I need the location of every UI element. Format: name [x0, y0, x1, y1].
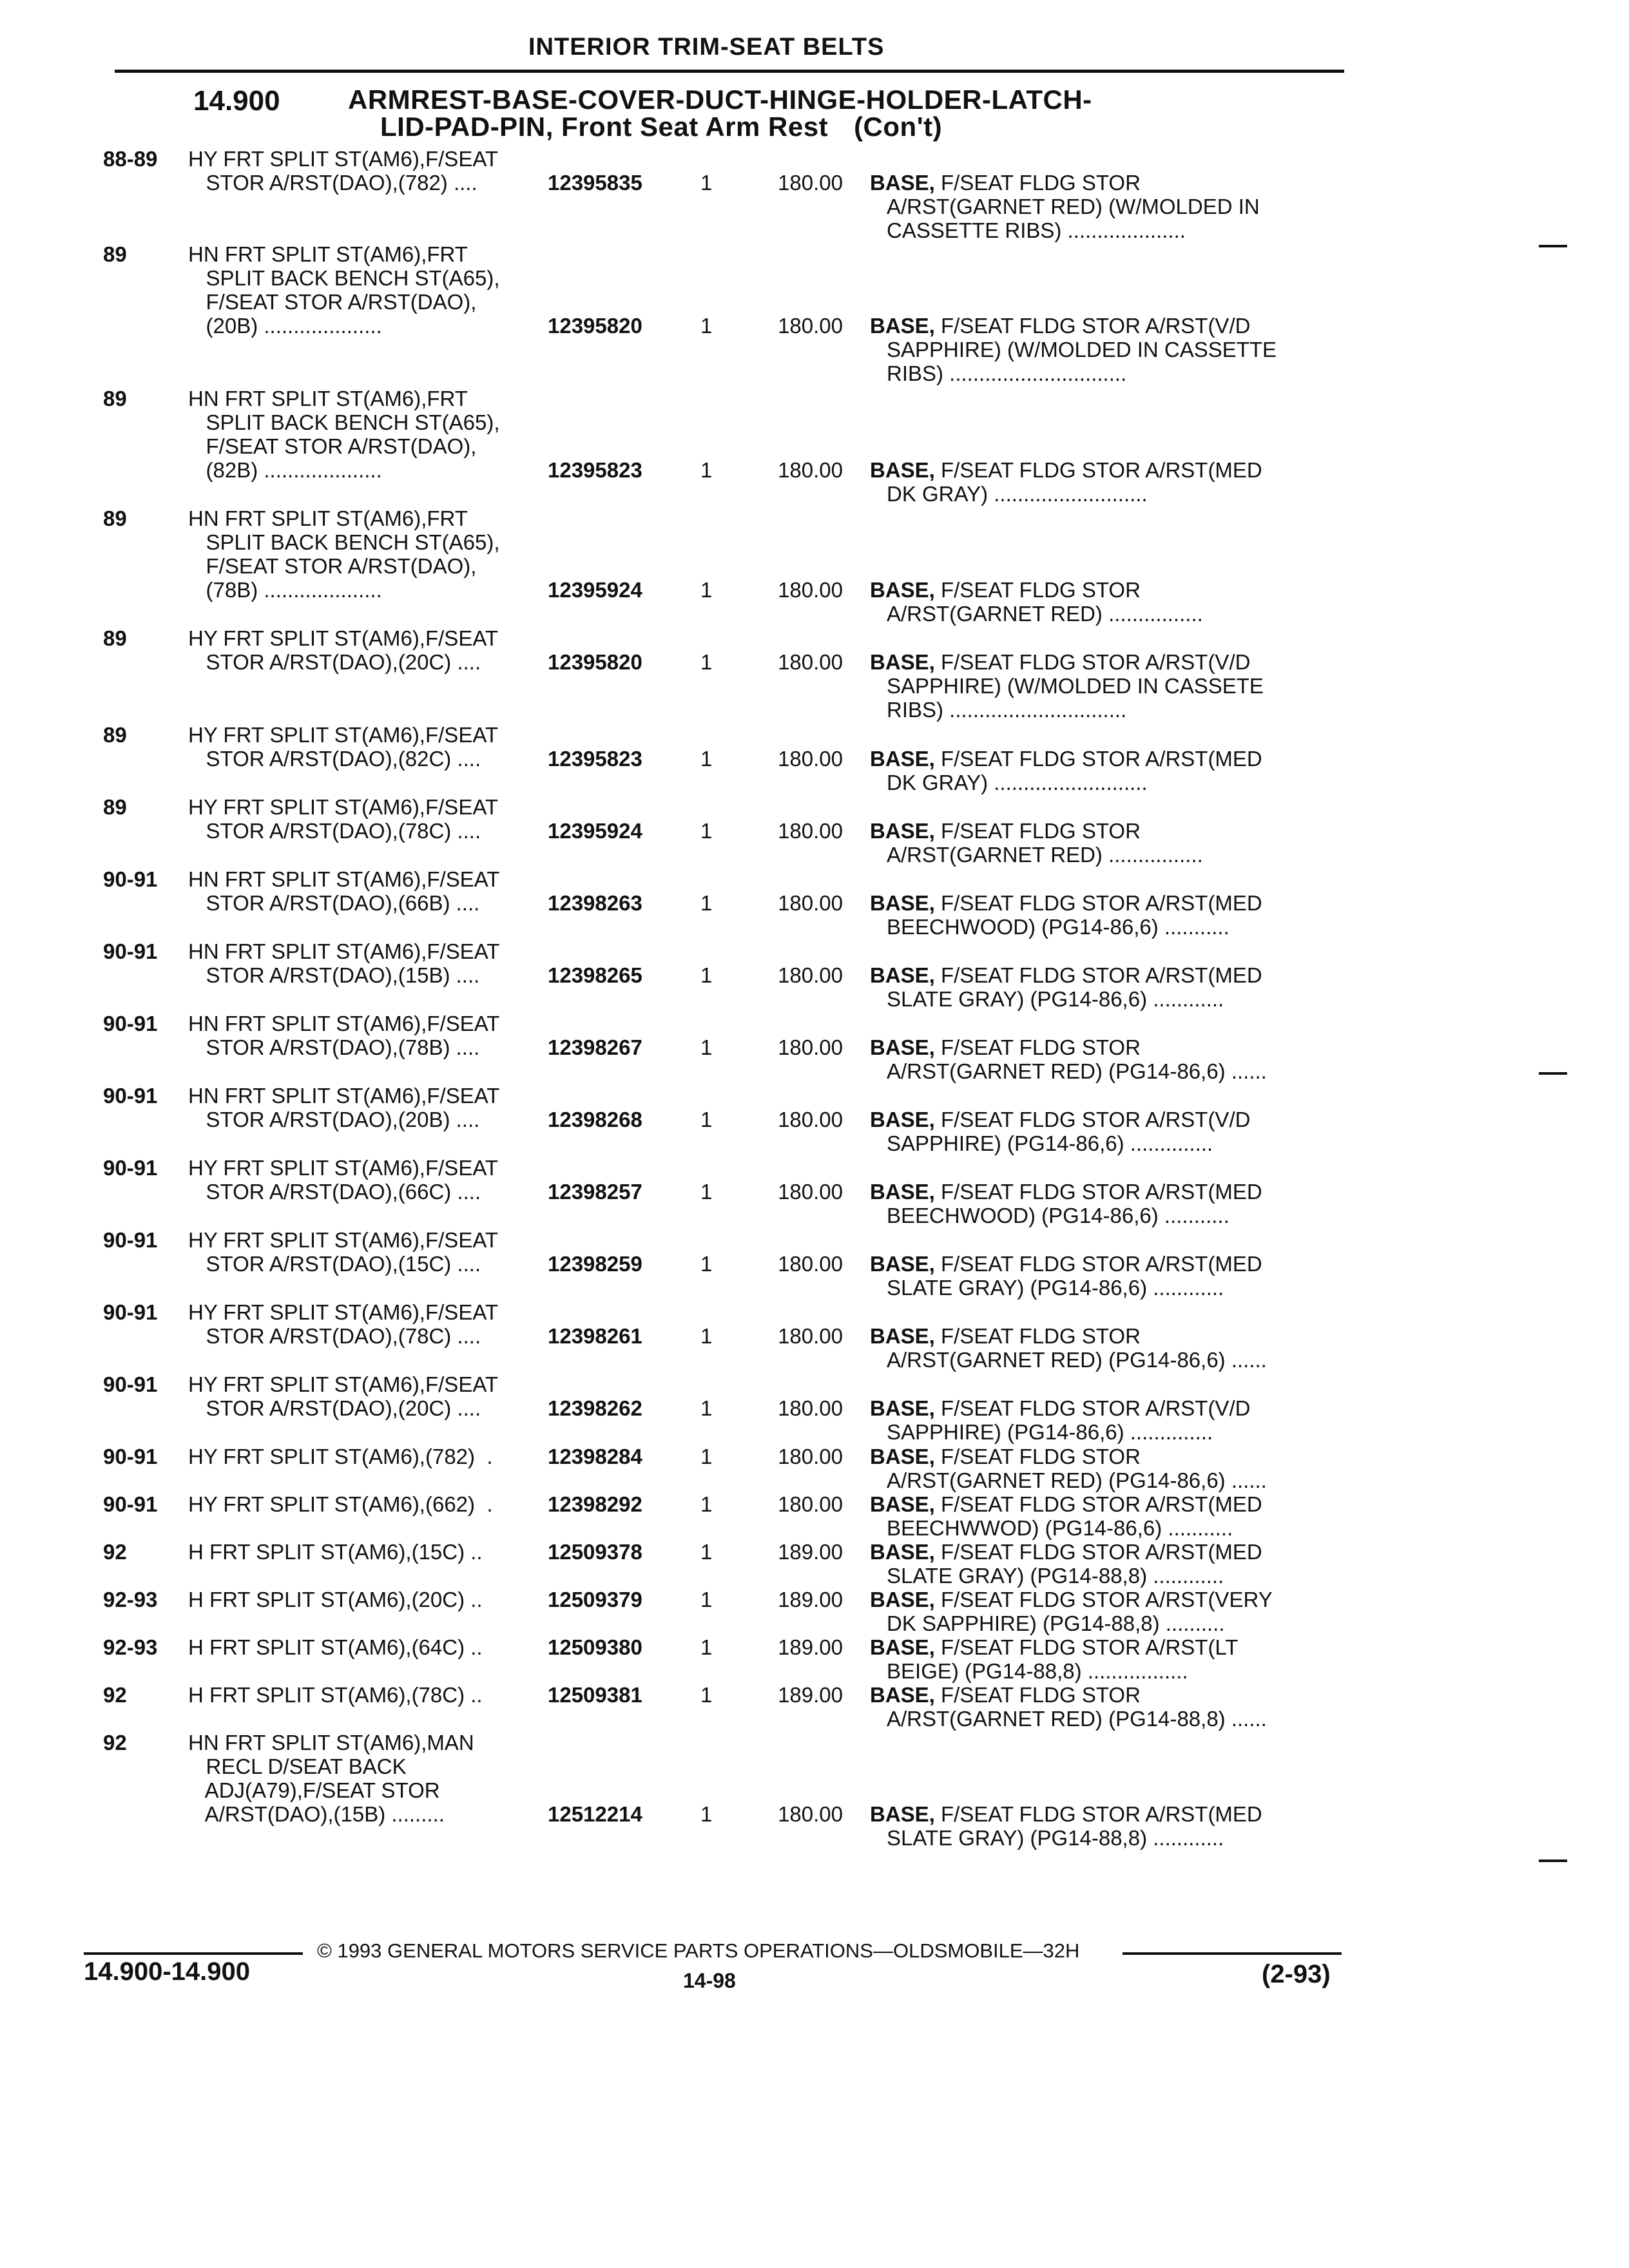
part-detail: SLATE GRAY) (PG14-86,6) ............ [887, 1276, 1224, 1300]
part-detail: SAPPHIRE) (W/MOLDED IN CASSETTE [887, 338, 1277, 361]
part-detail: F/SEAT FLDG STOR [934, 1445, 1141, 1468]
part-description [870, 1683, 1347, 1731]
quantity: 1 [700, 1035, 713, 1059]
model-year: 89 [103, 242, 127, 266]
quantity: 1 [700, 1445, 713, 1468]
part-description [870, 1802, 1347, 1850]
part-number: 12509381 [548, 1683, 642, 1707]
quantity: 1 [700, 819, 713, 843]
part-detail: F/SEAT FLDG STOR A/RST(LT [934, 1635, 1239, 1659]
group-title-line2 [348, 113, 1092, 140]
price: 180.00 [778, 1396, 843, 1420]
application-description: HY FRT SPLIT ST(AM6),F/SEAT STOR A/RST(DAO),(78C) .... [188, 795, 499, 843]
price: 180.00 [778, 891, 843, 915]
model-year: 89 [103, 626, 127, 650]
model-year: 92 [103, 1540, 127, 1564]
part-name: BASE, [870, 1588, 935, 1611]
part-name: BASE, [870, 1035, 935, 1059]
footer-rule-left [84, 1952, 303, 1955]
part-detail: F/SEAT FLDG STOR A/RST(MED [934, 458, 1262, 482]
quantity: 1 [700, 1492, 713, 1516]
price: 189.00 [778, 1635, 843, 1659]
part-name: BASE, [870, 1492, 935, 1516]
part-detail: F/SEAT FLDG STOR A/RST(V/D [934, 1396, 1251, 1420]
part-detail: DK GRAY) .......................... [887, 771, 1148, 794]
part-detail: A/RST(GARNET RED) (PG14-86,6) ...... [887, 1059, 1267, 1083]
model-year: 89 [103, 387, 127, 410]
margin-tick [1539, 1860, 1567, 1862]
application-description: HN FRT SPLIT ST(AM6),F/SEAT STOR A/RST(DAO),(78B) .... [188, 1012, 500, 1059]
price: 180.00 [778, 314, 843, 338]
group-title-line2-text: LID-PAD-PIN, Front Seat Arm Rest [380, 111, 829, 142]
part-detail: BEECHWWOD) (PG14-86,6) ........... [887, 1516, 1233, 1540]
quantity: 1 [700, 171, 713, 195]
model-year: 90-91 [103, 1492, 158, 1516]
part-detail: SLATE GRAY) (PG14-88,8) ............ [887, 1826, 1224, 1850]
quantity: 1 [700, 1108, 713, 1131]
price: 180.00 [778, 1492, 843, 1516]
part-description [870, 1588, 1347, 1635]
quantity: 1 [700, 1252, 713, 1276]
application-description: HY FRT SPLIT ST(AM6),F/SEAT STOR A/RST(DAO),(82C) .... [188, 723, 499, 771]
quantity: 1 [700, 1540, 713, 1564]
part-name: BASE, [870, 1396, 935, 1420]
application-description: HY FRT SPLIT ST(AM6),(782) . [188, 1445, 493, 1468]
price: 180.00 [778, 1180, 843, 1204]
price: 180.00 [778, 1035, 843, 1059]
part-number: 12395823 [548, 458, 642, 482]
price: 180.00 [778, 963, 843, 987]
part-name: BASE, [870, 1635, 935, 1659]
price: 180.00 [778, 171, 843, 195]
margin-tick [1539, 1072, 1567, 1075]
quantity: 1 [700, 650, 713, 674]
application-description: HN FRT SPLIT ST(AM6),MAN RECL D/SEAT BACK ADJ(A79),F/SEAT STOR A/RST(DAO),(15B) ......... [188, 1731, 474, 1826]
footer-copyright: © 1993 GENERAL MOTORS SERVICE PARTS OPERATIONS—OLDSMOBILE—32H [317, 1939, 1080, 1962]
price: 180.00 [778, 1324, 843, 1348]
part-detail: F/SEAT FLDG STOR A/RST(V/D [934, 314, 1251, 338]
quantity: 1 [700, 458, 713, 482]
application-description: HY FRT SPLIT ST(AM6),F/SEAT STOR A/RST(DAO),(15C) .... [188, 1228, 499, 1276]
part-detail: F/SEAT FLDG STOR A/RST(VERY [934, 1588, 1273, 1611]
model-year: 90-91 [103, 1012, 158, 1035]
header-rule [115, 70, 1344, 73]
part-description [870, 171, 1347, 242]
part-number: 12395820 [548, 650, 642, 674]
application-description: HY FRT SPLIT ST(AM6),F/SEAT STOR A/RST(DAO),(66C) .... [188, 1156, 499, 1204]
part-detail: A/RST(GARNET RED) ................ [887, 602, 1203, 626]
application-description: H FRT SPLIT ST(AM6),(20C) .. [188, 1588, 483, 1611]
part-number: 12398262 [548, 1396, 642, 1420]
part-description [870, 1635, 1347, 1683]
price: 180.00 [778, 458, 843, 482]
part-description [870, 1252, 1347, 1300]
part-description [870, 1492, 1347, 1540]
model-year: 90-91 [103, 1084, 158, 1108]
application-description: HY FRT SPLIT ST(AM6),F/SEAT STOR A/RST(DAO),(20C) .... [188, 626, 499, 674]
model-year: 90-91 [103, 1156, 158, 1180]
price: 180.00 [778, 1252, 843, 1276]
footer-rule-right [1123, 1952, 1342, 1955]
part-detail: SAPPHIRE) (PG14-86,6) .............. [887, 1420, 1213, 1444]
application-description: HN FRT SPLIT ST(AM6),F/SEAT STOR A/RST(DAO),(15B) .... [188, 939, 500, 987]
price: 180.00 [778, 1802, 843, 1826]
part-detail: F/SEAT FLDG STOR A/RST(MED [934, 1492, 1262, 1516]
model-year: 92 [103, 1683, 127, 1707]
part-detail: F/SEAT FLDG STOR A/RST(V/D [934, 650, 1251, 674]
part-detail: A/RST(GARNET RED) (PG14-88,8) ...... [887, 1707, 1267, 1731]
part-description [870, 314, 1347, 385]
part-number: 12395924 [548, 578, 642, 602]
part-name: BASE, [870, 747, 935, 771]
application-description: H FRT SPLIT ST(AM6),(78C) .. [188, 1683, 483, 1707]
footer-section-range: 14.900-14.900 [84, 1957, 251, 1986]
part-detail: F/SEAT FLDG STOR A/RST(MED [934, 747, 1262, 771]
model-year: 89 [103, 795, 127, 819]
part-description [870, 963, 1347, 1011]
part-name: BASE, [870, 963, 935, 987]
part-description [870, 819, 1347, 867]
part-name: BASE, [870, 314, 935, 338]
part-number: 12395823 [548, 747, 642, 771]
part-name: BASE, [870, 819, 935, 843]
footer-page-number: 14-98 [683, 1969, 736, 1992]
part-number: 12398267 [548, 1035, 642, 1059]
part-number: 12398263 [548, 891, 642, 915]
price: 189.00 [778, 1540, 843, 1564]
part-name: BASE, [870, 1683, 935, 1707]
price: 180.00 [778, 1445, 843, 1468]
part-name: BASE, [870, 1802, 935, 1826]
model-year: 89 [103, 506, 127, 530]
model-year: 88-89 [103, 147, 158, 171]
part-detail: F/SEAT FLDG STOR [934, 1683, 1141, 1707]
part-detail: A/RST(GARNET RED) ................ [887, 843, 1203, 867]
part-name: BASE, [870, 891, 935, 915]
part-description [870, 578, 1347, 626]
part-detail: F/SEAT FLDG STOR A/RST(MED [934, 1540, 1262, 1564]
part-description [870, 1324, 1347, 1372]
group-title-cont: (Con't) [854, 111, 943, 142]
application-description: HN FRT SPLIT ST(AM6),F/SEAT STOR A/RST(DAO),(20B) .... [188, 1084, 500, 1131]
group-code: 14.900 [193, 85, 280, 117]
price: 180.00 [778, 578, 843, 602]
part-detail: SAPPHIRE) (W/MOLDED IN CASSETE [887, 674, 1264, 698]
price: 180.00 [778, 747, 843, 771]
part-detail: BEIGE) (PG14-88,8) ................. [887, 1659, 1188, 1683]
price: 189.00 [778, 1683, 843, 1707]
part-description [870, 458, 1347, 506]
part-detail: BEECHWOOD) (PG14-86,6) ........... [887, 1204, 1229, 1227]
part-name: BASE, [870, 1324, 935, 1348]
footer-revision-date: (2-93) [1262, 1960, 1331, 1988]
application-description: HN FRT SPLIT ST(AM6),FRT SPLIT BACK BENCH ST(A65), F/SEAT STOR A/RST(DAO), (78B) .................... [188, 506, 500, 602]
quantity: 1 [700, 1683, 713, 1707]
part-number: 12512214 [548, 1802, 642, 1826]
part-name: BASE, [870, 1252, 935, 1276]
application-description: HN FRT SPLIT ST(AM6),FRT SPLIT BACK BENCH ST(A65), F/SEAT STOR A/RST(DAO), (82B) .................... [188, 387, 500, 482]
margin-tick [1539, 245, 1567, 247]
part-number: 12398284 [548, 1445, 642, 1468]
part-number: 12398265 [548, 963, 642, 987]
part-description [870, 1180, 1347, 1227]
price: 180.00 [778, 650, 843, 674]
quantity: 1 [700, 1324, 713, 1348]
part-detail: SAPPHIRE) (PG14-86,6) .............. [887, 1131, 1213, 1155]
part-detail: F/SEAT FLDG STOR A/RST(MED [934, 963, 1262, 987]
part-description [870, 1396, 1347, 1444]
part-number: 12398292 [548, 1492, 642, 1516]
part-number: 12395820 [548, 314, 642, 338]
model-year: 90-91 [103, 1445, 158, 1468]
part-detail: A/RST(GARNET RED) (W/MOLDED IN [887, 195, 1260, 218]
model-year: 89 [103, 723, 127, 747]
part-description [870, 891, 1347, 939]
group-title-line1: ARMREST-BASE-COVER-DUCT-HINGE-HOLDER-LATCH- [348, 84, 1092, 115]
part-detail: SLATE GRAY) (PG14-86,6) ............ [887, 987, 1224, 1011]
model-year: 90-91 [103, 1228, 158, 1252]
model-year: 92-93 [103, 1588, 158, 1611]
part-detail: DK GRAY) .......................... [887, 482, 1148, 506]
application-description: H FRT SPLIT ST(AM6),(64C) .. [188, 1635, 483, 1659]
part-description [870, 1445, 1347, 1492]
part-detail: F/SEAT FLDG STOR A/RST(MED [934, 891, 1262, 915]
part-number: 12509379 [548, 1588, 642, 1611]
part-detail: A/RST(GARNET RED) (PG14-86,6) ...... [887, 1468, 1267, 1492]
part-detail: F/SEAT FLDG STOR A/RST(V/D [934, 1108, 1251, 1131]
quantity: 1 [700, 1396, 713, 1420]
quantity: 1 [700, 578, 713, 602]
price: 180.00 [778, 819, 843, 843]
application-description: HY FRT SPLIT ST(AM6),(662) . [188, 1492, 493, 1516]
model-year: 90-91 [103, 867, 158, 891]
model-year: 90-91 [103, 1300, 158, 1324]
part-name: BASE, [870, 650, 935, 674]
model-year: 92-93 [103, 1635, 158, 1659]
part-description [870, 1540, 1347, 1588]
part-description [870, 650, 1347, 722]
part-detail: F/SEAT FLDG STOR A/RST(MED [934, 1802, 1262, 1826]
part-number: 12398259 [548, 1252, 642, 1276]
quantity: 1 [700, 1588, 713, 1611]
part-number: 12398257 [548, 1180, 642, 1204]
part-detail: F/SEAT FLDG STOR A/RST(MED [934, 1180, 1262, 1204]
part-name: BASE, [870, 458, 935, 482]
part-number: 12395835 [548, 171, 642, 195]
part-detail: BEECHWOOD) (PG14-86,6) ........... [887, 915, 1229, 939]
part-number: 12398261 [548, 1324, 642, 1348]
part-description [870, 747, 1347, 794]
quantity: 1 [700, 747, 713, 771]
part-detail: CASSETTE RIBS) .................... [887, 218, 1186, 242]
part-detail: A/RST(GARNET RED) (PG14-86,6) ...... [887, 1348, 1267, 1372]
part-detail: DK SAPPHIRE) (PG14-88,8) .......... [887, 1611, 1225, 1635]
part-name: BASE, [870, 1180, 935, 1204]
model-year: 90-91 [103, 939, 158, 963]
part-number: 12509378 [548, 1540, 642, 1564]
part-number: 12509380 [548, 1635, 642, 1659]
part-number: 12395924 [548, 819, 642, 843]
part-name: BASE, [870, 578, 935, 602]
application-description: HN FRT SPLIT ST(AM6),FRT SPLIT BACK BENCH ST(A65), F/SEAT STOR A/RST(DAO), (20B) .................... [188, 242, 500, 338]
part-detail: F/SEAT FLDG STOR [934, 1035, 1141, 1059]
part-name: BASE, [870, 1108, 935, 1131]
application-description: HY FRT SPLIT ST(AM6),F/SEAT STOR A/RST(DAO),(78C) .... [188, 1300, 499, 1348]
part-description [870, 1035, 1347, 1083]
part-detail: RIBS) .............................. [887, 698, 1127, 722]
part-description [870, 1108, 1347, 1155]
part-name: BASE, [870, 1540, 935, 1564]
model-year: 92 [103, 1731, 127, 1754]
application-description: HN FRT SPLIT ST(AM6),F/SEAT STOR A/RST(DAO),(66B) .... [188, 867, 500, 915]
part-detail: F/SEAT FLDG STOR [934, 1324, 1141, 1348]
part-detail: F/SEAT FLDG STOR [934, 819, 1141, 843]
price: 180.00 [778, 1108, 843, 1131]
part-detail: F/SEAT FLDG STOR A/RST(MED [934, 1252, 1262, 1276]
quantity: 1 [700, 963, 713, 987]
application-description: H FRT SPLIT ST(AM6),(15C) .. [188, 1540, 483, 1564]
model-year: 90-91 [103, 1372, 158, 1396]
part-name: BASE, [870, 1445, 935, 1468]
quantity: 1 [700, 1180, 713, 1204]
quantity: 1 [700, 891, 713, 915]
group-title [348, 86, 1092, 140]
section-title: INTERIOR TRIM-SEAT BELTS [528, 34, 885, 61]
quantity: 1 [700, 1635, 713, 1659]
quantity: 1 [700, 1802, 713, 1826]
part-detail: RIBS) .............................. [887, 361, 1127, 385]
part-detail: F/SEAT FLDG STOR [934, 171, 1141, 195]
application-description: HY FRT SPLIT ST(AM6),F/SEAT STOR A/RST(DAO),(782) .... [188, 147, 499, 195]
part-name: BASE, [870, 171, 935, 195]
part-detail: F/SEAT FLDG STOR [934, 578, 1141, 602]
part-detail: SLATE GRAY) (PG14-88,8) ............ [887, 1564, 1224, 1588]
price: 189.00 [778, 1588, 843, 1611]
application-description: HY FRT SPLIT ST(AM6),F/SEAT STOR A/RST(DAO),(20C) .... [188, 1372, 499, 1420]
part-number: 12398268 [548, 1108, 642, 1131]
quantity: 1 [700, 314, 713, 338]
